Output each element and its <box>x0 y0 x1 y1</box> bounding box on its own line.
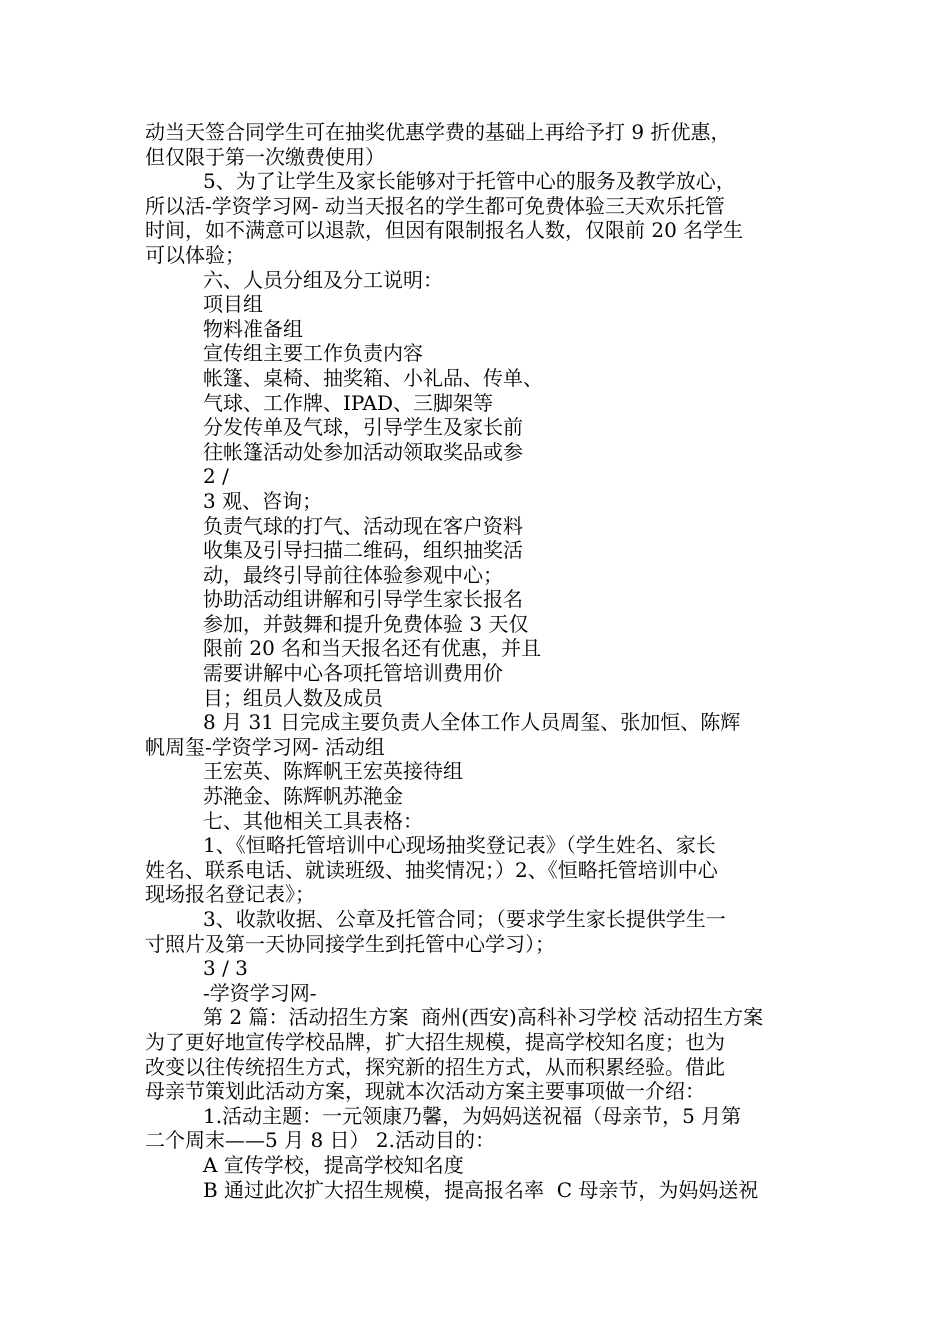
text-line: B 通过此次扩大招生规模，提高报名率 C 母亲节，为妈妈送祝 <box>203 1177 759 1202</box>
text-line: 但仅限于第一次缴费使用） <box>145 144 385 169</box>
text-line: 需要讲解中心各项托管培训费用价 <box>203 661 503 686</box>
text-line: 时间，如不满意可以退款，但因有限制报名人数，仅限前 20 名学生 <box>145 218 744 243</box>
text-line: 所以活-学资学习网- 动当天报名的学生都可免费体验三天欢乐托管 <box>145 193 725 218</box>
text-line: 收集及引导扫描二维码，组织抽奖活 <box>203 538 523 563</box>
text-line: 宣传组主要工作负责内容 <box>203 341 423 366</box>
text-line: 项目组 <box>203 292 263 317</box>
text-line: 1.活动主题：一元领康乃馨，为妈妈送祝福（母亲节，5 月第 <box>203 1103 742 1128</box>
text-line: 动，最终引导前往体验参观中心； <box>203 562 503 587</box>
text-line: 改变以往传统招生方式，探究新的招生方式，从而积累经验。借此 <box>145 1054 725 1079</box>
text-line: 二个周末——5 月 8 日） 2.活动目的： <box>145 1128 495 1153</box>
page-number: 2 / <box>203 464 229 489</box>
source-watermark: -学资学习网- <box>203 980 317 1005</box>
text-line: 寸照片及第一天协同接学生到托管中心学习）； <box>145 931 555 956</box>
text-line: 3、收款收据、公章及托管合同；（要求学生家长提供学生一 <box>203 907 726 931</box>
text-line: 协助活动组讲解和引导学生家长报名 <box>203 587 523 612</box>
text-line: 1、《恒略托管培训中心现场抽奖登记表》（学生姓名、家长 <box>203 833 716 858</box>
text-line: 苏滟金、陈辉帆苏滟金 <box>203 784 403 809</box>
text-line: 王宏英、陈辉帆王宏英接待组 <box>203 759 463 784</box>
text-line: 限前 20 名和当天报名还有优惠，并且 <box>203 636 542 661</box>
text-line: 为了更好地宣传学校品牌，扩大招生规模，提高学校知名度；也为 <box>145 1029 725 1054</box>
text-line: 目；组员人数及成员 <box>203 685 383 710</box>
text-line: 帐篷、桌椅、抽奖箱、小礼品、传单、 <box>203 365 543 390</box>
text-line: 负责气球的打气、活动现在客户资料 <box>203 513 523 538</box>
document-body <box>145 120 815 1202</box>
text-line: 往帐篷活动处参加活动领取奖品或参 <box>203 439 523 464</box>
section-heading: 第 2 篇：活动招生方案 商州(西安)高科补习学校 活动招生方案 <box>203 1005 764 1030</box>
text-line: 3 观、咨询； <box>203 488 323 513</box>
text-line: 分发传单及气球，引导学生及家长前 <box>203 415 523 440</box>
text-line: 母亲节策划此活动方案，现就本次活动方案主要事项做一介绍： <box>145 1079 705 1104</box>
text-line: 参加，并鼓舞和提升免费体验 3 天仅 <box>203 611 529 636</box>
text-line: 帆周玺-学资学习网- 活动组 <box>145 734 385 759</box>
text-line: 8 月 31 日完成主要负责人全体工作人员周玺、张加恒、陈辉 <box>203 710 741 735</box>
text-line: 物料准备组 <box>203 316 303 341</box>
section-heading: 六、人员分组及分工说明： <box>203 267 443 292</box>
text-line: 动当天签合同学生可在抽奖优惠学费的基础上再给予打 9 折优惠， <box>145 120 731 144</box>
text-line: 5、为了让学生及家长能够对于托管中心的服务及教学放心， <box>203 169 736 194</box>
text-line: 可以体验； <box>145 242 245 267</box>
page-number: 3 / 3 <box>203 956 248 981</box>
section-heading: 七、其他相关工具表格： <box>203 808 423 833</box>
text-line: A 宣传学校，提高学校知名度 <box>203 1152 464 1177</box>
text-line: 现场报名登记表》； <box>145 882 315 907</box>
text-line: 气球、工作牌、IPAD、三脚架等 <box>203 390 493 415</box>
text-line: 姓名、联系电话、就读班级、抽奖情况；）2、《恒略托管培训中心 <box>145 857 718 882</box>
